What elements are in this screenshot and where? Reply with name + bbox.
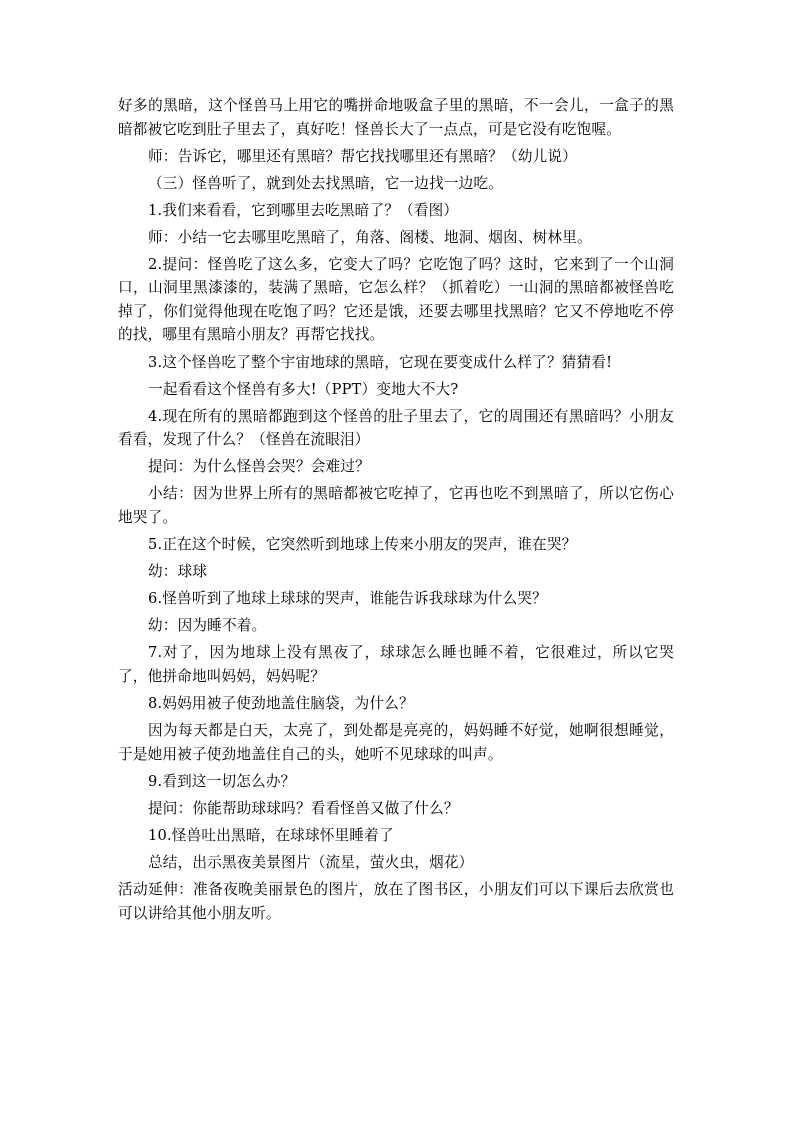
paragraph: 1.我们来看看，它到哪里去吃黑暗了？（看图） [148,201,459,219]
paragraph: 6.怪兽听到了地球上球球的哭声，谁能告诉我球球为什么哭？ [148,590,547,608]
paragraph: 9.看到这一切怎么办？ [148,772,296,790]
paragraph: 提问：你能帮助球球吗？看看怪兽又做了什么？ [148,799,459,817]
paragraph: 好多的黑暗，这个怪兽马上用它的嘴拼命地吸盒子里的黑暗，不一会儿，一盒子的黑暗都被它吃到肚子里去了，真好吃！怪兽长大了一点点，可是它没有吃饱喔。 [118,97,674,138]
paragraph: 8.妈妈用被子使劲地盖住脑袋，为什么？ [148,695,414,712]
paragraph: 小结：因为世界上所有的黑暗都被它吃掉了，它再也吃不到黑暗了，所以它伤心地哭了。 [118,485,674,526]
paragraph: 4.现在所有的黑暗都跑到这个怪兽的肚子里去了，它的周围还有黑暗吗？小朋友看看，发现了什么？（怪兽在流眼泪） [118,407,674,449]
paragraph: 幼：球球 [148,563,208,581]
paragraph: 活动延伸：准备夜晚美丽景色的图片，放在了图书区，小朋友们可以下课后去欣赏也可以讲给其他小朋友听。 [118,881,674,922]
paragraph: 因为每天都是白天，太亮了，到处都是亮亮的，妈妈睡不好觉，她啊很想睡觉，于是她用被子使劲地盖住自己的头，她听不见球球的叫声。 [118,722,674,763]
paragraph: 一起看看这个怪兽有多大!（PPT）变地大不大? [148,380,459,398]
paragraph: 幼：因为睡不着。 [148,617,267,635]
paragraph: 总结，出示黑夜美景图片（流星，萤火虫，烟花） [148,853,474,871]
paragraph: （三）怪兽听了，就到处去找黑暗，它一边找一边吃。 [148,174,504,192]
paragraph: 2.提问：怪兽吃了这么多，它变大了吗？它吃饱了吗？这时，它来到了一个山洞口，山洞里黑漆漆的，装满了黑暗，它怎么样？（抓着吃）一山洞的黑暗都被怪兽吃掉了，你们觉得他现在吃饱了吗？它还是饿，还要去哪里找黑暗？它又不停地吃不停的找，哪里有黑暗小朋友？再帮它找找。 [118,255,674,344]
paragraph: 师：小结一它去哪里吃黑暗了，角落、阁楼、地洞、烟囱、树林里。 [148,228,592,246]
paragraph: 提问：为什么怪兽会哭？会难过？ [148,458,370,476]
paragraph: 7.对了，因为地球上没有黑夜了，球球怎么睡也睡不着，它很难过，所以它哭了，他拼命地叫妈妈，妈妈呢？ [118,644,674,685]
paragraph: 10.怪兽吐出黑暗，在球球怀里睡着了 [148,826,394,844]
paragraph: 师：告诉它，哪里还有黑暗？帮它找找哪里还有黑暗？（幼儿说） [148,147,578,165]
paragraph: 5.正在这个时候，它突然听到地球上传来小朋友的哭声，谁在哭？ [148,536,577,554]
document-body [118,94,674,929]
paragraph: 3.这个怪兽吃了整个宇宙地球的黑暗，它现在要变成什么样了？猜猜看! [148,353,613,371]
